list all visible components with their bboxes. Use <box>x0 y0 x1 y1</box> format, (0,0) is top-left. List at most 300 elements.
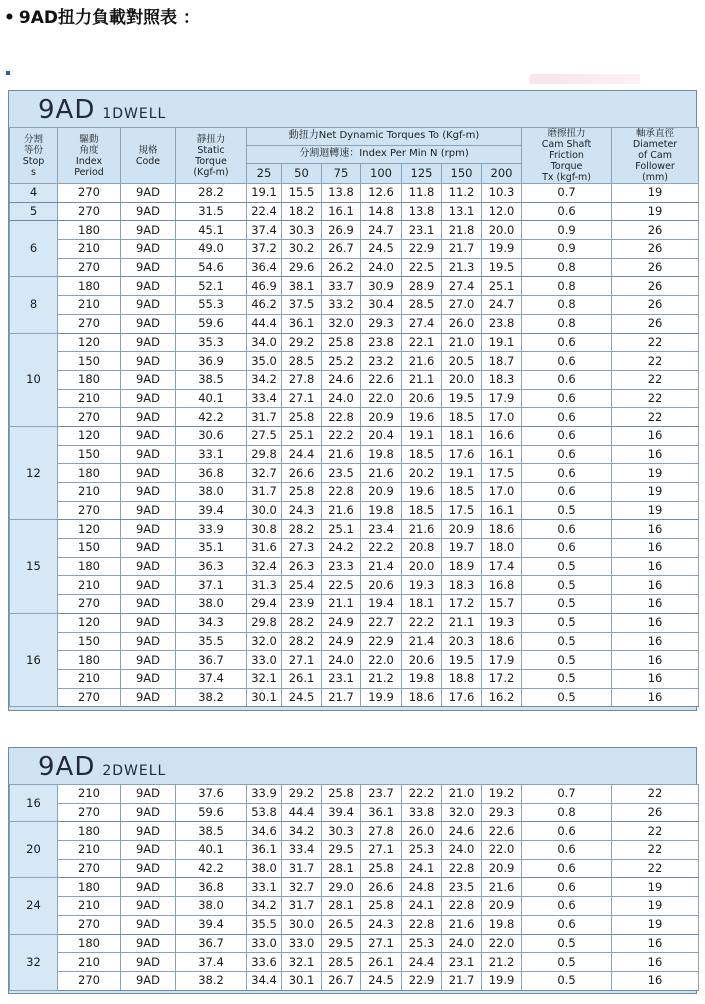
dynamic-torque-cell: 11.2 <box>442 184 482 203</box>
dynamic-torque-cell: 35.5 <box>247 915 282 934</box>
col-static-header: 靜扭力 Static Torque (Kgf-m) <box>176 128 247 184</box>
dynamic-torque-cell: 17.9 <box>482 651 522 670</box>
follower-diameter-cell: 16 <box>612 426 699 445</box>
friction-torque-cell: 0.5 <box>522 501 612 520</box>
dynamic-torque-cell: 19.4 <box>361 595 402 614</box>
stops-cell: 16 <box>10 785 58 822</box>
panel-header <box>9 748 696 784</box>
dynamic-torque-cell: 21.0 <box>442 333 482 352</box>
index-period-cell: 270 <box>58 803 121 822</box>
index-period-cell: 150 <box>58 632 121 651</box>
friction-torque-cell: 0.8 <box>522 803 612 822</box>
dynamic-torque-cell: 23.1 <box>442 953 482 972</box>
dynamic-torque-cell: 24.3 <box>282 501 322 520</box>
dynamic-torque-cell: 29.2 <box>282 785 322 804</box>
dynamic-torque-cell: 17.6 <box>442 688 482 707</box>
dynamic-torque-cell: 28.2 <box>282 520 322 539</box>
dynamic-torque-cell: 37.5 <box>282 296 322 315</box>
static-torque-cell: 28.2 <box>176 184 247 203</box>
dynamic-torque-cell: 17.6 <box>442 445 482 464</box>
dynamic-torque-cell: 28.2 <box>282 613 322 632</box>
follower-diameter-cell: 22 <box>612 785 699 804</box>
code-cell: 9AD <box>121 202 176 221</box>
code-cell: 9AD <box>121 389 176 408</box>
col-code-header: 規格 Code <box>121 128 176 184</box>
dynamic-torque-cell: 12.6 <box>361 184 402 203</box>
col-stops-header: 分割 等份 Stop s <box>10 128 58 184</box>
dynamic-torque-cell: 24.5 <box>282 688 322 707</box>
follower-diameter-cell: 26 <box>612 277 699 296</box>
dynamic-torque-cell: 20.0 <box>482 221 522 240</box>
follower-diameter-cell: 16 <box>612 934 699 953</box>
dynamic-torque-cell: 28.5 <box>322 953 361 972</box>
speed-header: 100 <box>361 163 402 183</box>
friction-torque-cell: 0.6 <box>522 539 612 558</box>
follower-diameter-cell: 26 <box>612 296 699 315</box>
index-period-cell: 120 <box>58 613 121 632</box>
index-period-cell: 180 <box>58 822 121 841</box>
dynamic-torque-cell: 21.0 <box>442 785 482 804</box>
dynamic-torque-cell: 53.8 <box>247 803 282 822</box>
dynamic-torque-cell: 25.8 <box>322 333 361 352</box>
index-period-cell: 270 <box>58 202 121 221</box>
dynamic-torque-cell: 18.0 <box>482 539 522 558</box>
code-cell: 9AD <box>121 669 176 688</box>
dynamic-torque-cell: 18.1 <box>402 595 442 614</box>
dynamic-torque-cell: 26.0 <box>402 822 442 841</box>
panel-title <box>38 752 166 782</box>
dynamic-torque-cell: 20.9 <box>361 483 402 502</box>
table-row <box>10 971 699 990</box>
index-period-cell: 180 <box>58 221 121 240</box>
dynamic-torque-cell: 25.3 <box>402 934 442 953</box>
dynamic-torque-cell: 21.6 <box>361 464 402 483</box>
follower-diameter-cell: 16 <box>612 539 699 558</box>
dynamic-torque-cell: 22.7 <box>361 613 402 632</box>
dynamic-torque-cell: 17.2 <box>442 595 482 614</box>
follower-diameter-cell: 16 <box>612 632 699 651</box>
code-cell: 9AD <box>121 483 176 502</box>
dynamic-torque-cell: 33.6 <box>247 953 282 972</box>
table-row <box>10 277 699 296</box>
dynamic-torque-cell: 23.3 <box>322 557 361 576</box>
dynamic-torque-cell: 34.0 <box>247 333 282 352</box>
dynamic-torque-cell: 25.8 <box>322 785 361 804</box>
dynamic-torque-cell: 24.9 <box>322 613 361 632</box>
code-cell: 9AD <box>121 296 176 315</box>
static-torque-cell: 37.4 <box>176 669 247 688</box>
dynamic-torque-cell: 21.4 <box>402 632 442 651</box>
speed-header: 125 <box>402 163 442 183</box>
dynamic-torque-cell: 32.0 <box>442 803 482 822</box>
static-torque-cell: 35.5 <box>176 632 247 651</box>
follower-diameter-cell: 22 <box>612 389 699 408</box>
table-row <box>10 483 699 502</box>
dynamic-torque-cell: 27.3 <box>282 539 322 558</box>
dynamic-torque-cell: 21.7 <box>442 971 482 990</box>
dynamic-torque-cell: 28.9 <box>402 277 442 296</box>
dynamic-torque-cell: 25.8 <box>282 483 322 502</box>
dynamic-torque-cell: 31.7 <box>282 897 322 916</box>
model-name: 9AD <box>38 752 96 782</box>
dynamic-torque-cell: 28.5 <box>282 352 322 371</box>
col-index-header: 驅動 角度 Index Period <box>58 128 121 184</box>
friction-torque-cell: 0.5 <box>522 934 612 953</box>
static-torque-cell: 54.6 <box>176 258 247 277</box>
follower-diameter-cell: 16 <box>612 595 699 614</box>
dynamic-torque-cell: 24.1 <box>402 897 442 916</box>
code-cell: 9AD <box>121 971 176 990</box>
dynamic-torque-cell: 29.8 <box>247 445 282 464</box>
index-period-cell: 270 <box>58 859 121 878</box>
dynamic-torque-cell: 24.0 <box>322 389 361 408</box>
index-period-cell: 120 <box>58 520 121 539</box>
table-row <box>10 221 699 240</box>
dynamic-torque-cell: 22.9 <box>361 632 402 651</box>
static-torque-cell: 38.5 <box>176 370 247 389</box>
dynamic-torque-cell: 22.2 <box>402 613 442 632</box>
stops-cell: 20 <box>10 822 58 878</box>
faint-watermark <box>530 74 640 84</box>
index-period-cell: 270 <box>58 258 121 277</box>
dynamic-torque-cell: 23.7 <box>361 785 402 804</box>
dynamic-torque-cell: 19.8 <box>402 669 442 688</box>
col-diameter-header: 軸承直徑 Diameter of Cam Follower (mm) <box>612 128 699 184</box>
friction-torque-cell: 0.6 <box>522 878 612 897</box>
torque-table-2dwell <box>8 747 697 994</box>
table-body <box>10 785 699 991</box>
dynamic-torque-cell: 36.1 <box>361 803 402 822</box>
dynamic-torque-cell: 22.6 <box>482 822 522 841</box>
dynamic-torque-cell: 20.9 <box>361 408 402 427</box>
index-period-cell: 270 <box>58 501 121 520</box>
friction-torque-cell: 0.8 <box>522 296 612 315</box>
table-row <box>10 557 699 576</box>
code-cell: 9AD <box>121 464 176 483</box>
dynamic-torque-cell: 33.7 <box>322 277 361 296</box>
friction-torque-cell: 0.6 <box>522 822 612 841</box>
dynamic-torque-cell: 21.1 <box>442 613 482 632</box>
static-torque-cell: 36.8 <box>176 464 247 483</box>
index-speed-header: 分割迴轉速：Index Per Min N (rpm) <box>247 145 522 163</box>
dynamic-torque-cell: 30.3 <box>322 822 361 841</box>
static-torque-cell: 52.1 <box>176 277 247 296</box>
static-torque-cell: 36.8 <box>176 878 247 897</box>
dynamic-torque-cell: 18.3 <box>482 370 522 389</box>
dynamic-torque-cell: 34.4 <box>247 971 282 990</box>
static-torque-cell: 34.3 <box>176 613 247 632</box>
dynamic-torque-cell: 19.8 <box>361 501 402 520</box>
dynamic-torque-cell: 25.2 <box>322 352 361 371</box>
friction-torque-cell: 0.5 <box>522 688 612 707</box>
dynamic-torque-cell: 20.6 <box>402 651 442 670</box>
table-row <box>10 595 699 614</box>
dynamic-torque-cell: 33.2 <box>322 296 361 315</box>
dynamic-torque-cell: 22.5 <box>402 258 442 277</box>
panel-header <box>9 91 696 127</box>
dynamic-torque-cell: 32.0 <box>247 632 282 651</box>
dynamic-torque-cell: 31.7 <box>282 859 322 878</box>
dynamic-torque-cell: 19.8 <box>482 915 522 934</box>
dynamic-torque-cell: 21.1 <box>402 370 442 389</box>
dynamic-torque-cell: 38.1 <box>282 277 322 296</box>
static-torque-cell: 36.3 <box>176 557 247 576</box>
table-row <box>10 184 699 203</box>
follower-diameter-cell: 19 <box>612 483 699 502</box>
dynamic-torque-cell: 30.4 <box>361 296 402 315</box>
dynamic-torque-cell: 36.1 <box>247 841 282 860</box>
dynamic-torque-cell: 21.6 <box>402 352 442 371</box>
dynamic-torque-cell: 19.7 <box>442 539 482 558</box>
dynamic-torque-cell: 22.4 <box>247 202 282 221</box>
dynamic-torque-cell: 20.4 <box>361 426 402 445</box>
table-row <box>10 352 699 371</box>
table-row <box>10 822 699 841</box>
dynamic-torque-cell: 36.1 <box>282 314 322 333</box>
dynamic-torque-cell: 20.5 <box>442 352 482 371</box>
code-cell: 9AD <box>121 576 176 595</box>
dynamic-torque-cell: 21.6 <box>442 915 482 934</box>
dynamic-torque-cell: 17.9 <box>482 389 522 408</box>
friction-torque-cell: 0.5 <box>522 632 612 651</box>
static-torque-cell: 38.5 <box>176 822 247 841</box>
dynamic-torque-cell: 26.7 <box>322 971 361 990</box>
dynamic-torque-cell: 27.8 <box>361 822 402 841</box>
stops-cell: 10 <box>10 333 58 426</box>
dynamic-torque-cell: 28.5 <box>402 296 442 315</box>
dynamic-torque-cell: 13.8 <box>322 184 361 203</box>
code-cell: 9AD <box>121 557 176 576</box>
dynamic-torque-cell: 22.0 <box>482 934 522 953</box>
dynamic-torque-cell: 27.8 <box>282 370 322 389</box>
table-row <box>10 296 699 315</box>
follower-diameter-cell: 26 <box>612 314 699 333</box>
dynamic-torque-cell: 44.4 <box>282 803 322 822</box>
table-row <box>10 934 699 953</box>
table-row <box>10 370 699 389</box>
code-cell: 9AD <box>121 184 176 203</box>
dynamic-torque-cell: 20.3 <box>442 632 482 651</box>
code-cell: 9AD <box>121 822 176 841</box>
dynamic-torque-cell: 34.6 <box>247 822 282 841</box>
stops-cell: 4 <box>10 184 58 203</box>
dynamic-torque-cell: 24.0 <box>322 651 361 670</box>
dynamic-torque-cell: 23.8 <box>361 333 402 352</box>
dynamic-torque-cell: 21.7 <box>322 688 361 707</box>
friction-torque-cell: 0.6 <box>522 483 612 502</box>
dynamic-torque-cell: 38.0 <box>247 859 282 878</box>
dynamic-torque-cell: 33.0 <box>247 651 282 670</box>
dynamic-torque-cell: 18.5 <box>442 408 482 427</box>
speed-header: 50 <box>282 163 322 183</box>
follower-diameter-cell: 22 <box>612 352 699 371</box>
code-cell: 9AD <box>121 501 176 520</box>
dynamic-torque-cell: 35.0 <box>247 352 282 371</box>
static-torque-cell: 33.1 <box>176 445 247 464</box>
code-cell: 9AD <box>121 688 176 707</box>
follower-diameter-cell: 19 <box>612 501 699 520</box>
dynamic-torque-cell: 25.3 <box>402 841 442 860</box>
dynamic-torque-cell: 22.0 <box>361 389 402 408</box>
dynamic-torque-cell: 27.1 <box>361 934 402 953</box>
table-row <box>10 408 699 427</box>
dynamic-torque-cell: 18.6 <box>482 520 522 539</box>
follower-diameter-cell: 26 <box>612 221 699 240</box>
friction-torque-cell: 0.6 <box>522 464 612 483</box>
dynamic-torque-cell: 34.2 <box>282 822 322 841</box>
code-cell: 9AD <box>121 915 176 934</box>
friction-torque-cell: 0.6 <box>522 202 612 221</box>
stops-cell: 32 <box>10 934 58 990</box>
code-cell: 9AD <box>121 314 176 333</box>
table-row <box>10 445 699 464</box>
dynamic-torque-cell: 15.7 <box>482 595 522 614</box>
dynamic-torque-cell: 26.9 <box>322 221 361 240</box>
dynamic-torque-cell: 13.8 <box>402 202 442 221</box>
follower-diameter-cell: 16 <box>612 576 699 595</box>
static-torque-cell: 37.1 <box>176 576 247 595</box>
dynamic-torque-cell: 27.4 <box>442 277 482 296</box>
follower-diameter-cell: 19 <box>612 184 699 203</box>
dynamic-torque-cell: 25.8 <box>361 859 402 878</box>
table-row <box>10 426 699 445</box>
index-period-cell: 120 <box>58 426 121 445</box>
dynamic-torque-cell: 19.9 <box>361 688 402 707</box>
dynamic-torque-cell: 20.9 <box>442 520 482 539</box>
dynamic-torque-cell: 22.1 <box>402 333 442 352</box>
code-cell: 9AD <box>121 277 176 296</box>
static-torque-cell: 40.1 <box>176 389 247 408</box>
dynamic-torque-cell: 29.5 <box>322 934 361 953</box>
dynamic-torque-cell: 18.1 <box>442 426 482 445</box>
stops-cell: 12 <box>10 426 58 519</box>
dynamic-torque-cell: 19.9 <box>482 971 522 990</box>
stops-cell: 16 <box>10 613 58 706</box>
static-torque-cell: 49.0 <box>176 240 247 259</box>
dynamic-torque-cell: 25.8 <box>282 408 322 427</box>
code-cell: 9AD <box>121 651 176 670</box>
static-torque-cell: 37.4 <box>176 953 247 972</box>
index-period-cell: 210 <box>58 785 121 804</box>
friction-torque-cell: 0.5 <box>522 595 612 614</box>
dynamic-torque-cell: 30.9 <box>361 277 402 296</box>
index-period-cell: 180 <box>58 651 121 670</box>
code-cell: 9AD <box>121 520 176 539</box>
friction-torque-cell: 0.6 <box>522 333 612 352</box>
table-row <box>10 669 699 688</box>
dynamic-torque-cell: 22.0 <box>482 841 522 860</box>
static-torque-cell: 38.0 <box>176 595 247 614</box>
follower-diameter-cell: 16 <box>612 953 699 972</box>
follower-diameter-cell: 26 <box>612 803 699 822</box>
decorative-dot <box>6 71 10 75</box>
dynamic-torque-cell: 17.5 <box>442 501 482 520</box>
dynamic-torque-cell: 29.2 <box>282 333 322 352</box>
static-torque-cell: 35.1 <box>176 539 247 558</box>
dynamic-torque-cell: 46.2 <box>247 296 282 315</box>
static-torque-cell: 42.2 <box>176 859 247 878</box>
dynamic-torque-cell: 21.7 <box>442 240 482 259</box>
code-cell: 9AD <box>121 258 176 277</box>
table-row <box>10 464 699 483</box>
dynamic-torque-cell: 24.7 <box>482 296 522 315</box>
dynamic-torque-cell: 18.5 <box>402 501 442 520</box>
dynamic-torque-cell: 25.1 <box>322 520 361 539</box>
follower-diameter-cell: 16 <box>612 557 699 576</box>
dwell-type: 1DWELL <box>102 106 167 122</box>
dynamic-torque-cell: 26.7 <box>322 240 361 259</box>
static-torque-cell: 38.2 <box>176 688 247 707</box>
dynamic-torque-cell: 31.7 <box>247 408 282 427</box>
dynamic-torque-cell: 30.1 <box>247 688 282 707</box>
dynamic-torque-cell: 30.1 <box>282 971 322 990</box>
code-cell: 9AD <box>121 426 176 445</box>
dynamic-torque-cell: 19.5 <box>442 651 482 670</box>
dynamic-torque-cell: 25.1 <box>482 277 522 296</box>
dynamic-torque-cell: 16.8 <box>482 576 522 595</box>
index-period-cell: 150 <box>58 539 121 558</box>
dynamic-torque-cell: 19.2 <box>482 785 522 804</box>
static-torque-cell: 36.7 <box>176 934 247 953</box>
dynamic-torque-cell: 33.1 <box>247 878 282 897</box>
dynamic-torque-cell: 15.5 <box>282 184 322 203</box>
dynamic-torque-cell: 26.1 <box>361 953 402 972</box>
dynamic-torque-cell: 39.4 <box>322 803 361 822</box>
dynamic-torque-cell: 11.8 <box>402 184 442 203</box>
torque-table-1dwell <box>8 90 697 711</box>
code-cell: 9AD <box>121 953 176 972</box>
dynamic-torque-cell: 29.4 <box>247 595 282 614</box>
code-cell: 9AD <box>121 408 176 427</box>
index-period-cell: 210 <box>58 389 121 408</box>
dynamic-torque-cell: 19.1 <box>247 184 282 203</box>
dynamic-torque-cell: 27.1 <box>361 841 402 860</box>
dynamic-torque-cell: 22.0 <box>361 651 402 670</box>
dynamic-torque-cell: 18.5 <box>402 445 442 464</box>
code-cell: 9AD <box>121 632 176 651</box>
index-period-cell: 270 <box>58 595 121 614</box>
dynamic-torque-cell: 20.9 <box>482 897 522 916</box>
dynamic-torque-cell: 23.9 <box>282 595 322 614</box>
index-period-cell: 270 <box>58 184 121 203</box>
code-cell: 9AD <box>121 445 176 464</box>
code-cell: 9AD <box>121 539 176 558</box>
follower-diameter-cell: 16 <box>612 445 699 464</box>
index-period-cell: 210 <box>58 240 121 259</box>
dynamic-torque-cell: 33.0 <box>282 934 322 953</box>
dynamic-torque-cell: 32.7 <box>247 464 282 483</box>
dynamic-torque-cell: 27.1 <box>282 651 322 670</box>
table-row <box>10 688 699 707</box>
friction-torque-cell: 0.7 <box>522 785 612 804</box>
dynamic-torque-cell: 32.1 <box>282 953 322 972</box>
dynamic-torque-cell: 28.2 <box>282 632 322 651</box>
static-torque-cell: 39.4 <box>176 915 247 934</box>
code-cell: 9AD <box>121 595 176 614</box>
dynamic-torque-cell: 37.4 <box>247 221 282 240</box>
index-period-cell: 180 <box>58 557 121 576</box>
dynamic-torque-cell: 30.8 <box>247 520 282 539</box>
dynamic-torque-cell: 24.4 <box>282 445 322 464</box>
dynamic-torque-cell: 21.3 <box>442 258 482 277</box>
dynamic-torque-cell: 26.3 <box>282 557 322 576</box>
dynamic-torque-cell: 24.6 <box>442 822 482 841</box>
dynamic-torque-cell: 18.3 <box>442 576 482 595</box>
friction-torque-cell: 0.5 <box>522 613 612 632</box>
static-torque-cell: 31.5 <box>176 202 247 221</box>
dynamic-torque-cell: 13.1 <box>442 202 482 221</box>
dynamic-torque-cell: 22.8 <box>322 408 361 427</box>
